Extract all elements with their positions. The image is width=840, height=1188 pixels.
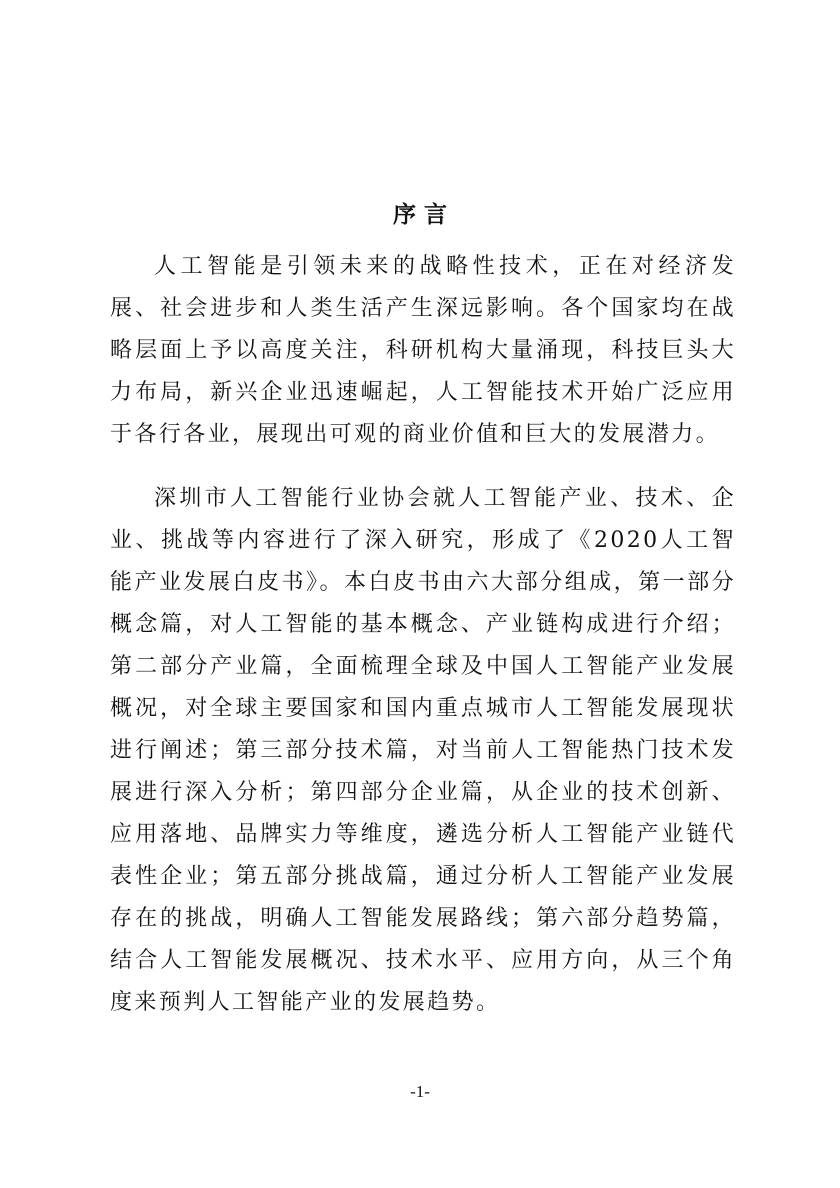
paragraph-overview: 深圳市人工智能行业协会就人工智能产业、技术、企业、挑战等内容进行了深入研究，形成了《2020人工智能产业发展白皮书》。本白皮书由六大部分组成，第一部分概念篇，对人工智能的基本概念、产业链构成进行介绍；第二部分产业篇，全面梳理全球及中国人工智能产业发展概况，对全球主要国家和国内重点城市人工智能发展现状进行阐述；第三部分技术篇，对当前人工智能热门技术发展进行深入分析；第四部分企业篇，从企业的技术创新、应用落地、品牌实力等维度，遴选分析人工智能产业链代表性企业；第五部分挑战篇，通过分析人工智能产业发展存在的挑战，明确人工智能发展路线；第六部分趋势篇，结合人工智能发展概况、技术水平、应用方向，从三个角度来预判人工智能产业的发展趋势。 — [110, 486, 736, 1015]
body-text — [110, 246, 736, 1024]
page-number: -1- — [410, 1082, 430, 1101]
page-title: 序 言 — [392, 202, 447, 228]
paragraph-intro: 人工智能是引领未来的战略性技术，正在对经济发展、社会进步和人类生活产生深远影响。各个国家均在战略层面上予以高度关注，科研机构大量涌现，科技巨头大力布局，新兴企业迅速崛起，人工智能技术开始广泛应用于各行各业，展现出可观的商业价值和巨大的发展潜力。 — [110, 254, 736, 447]
